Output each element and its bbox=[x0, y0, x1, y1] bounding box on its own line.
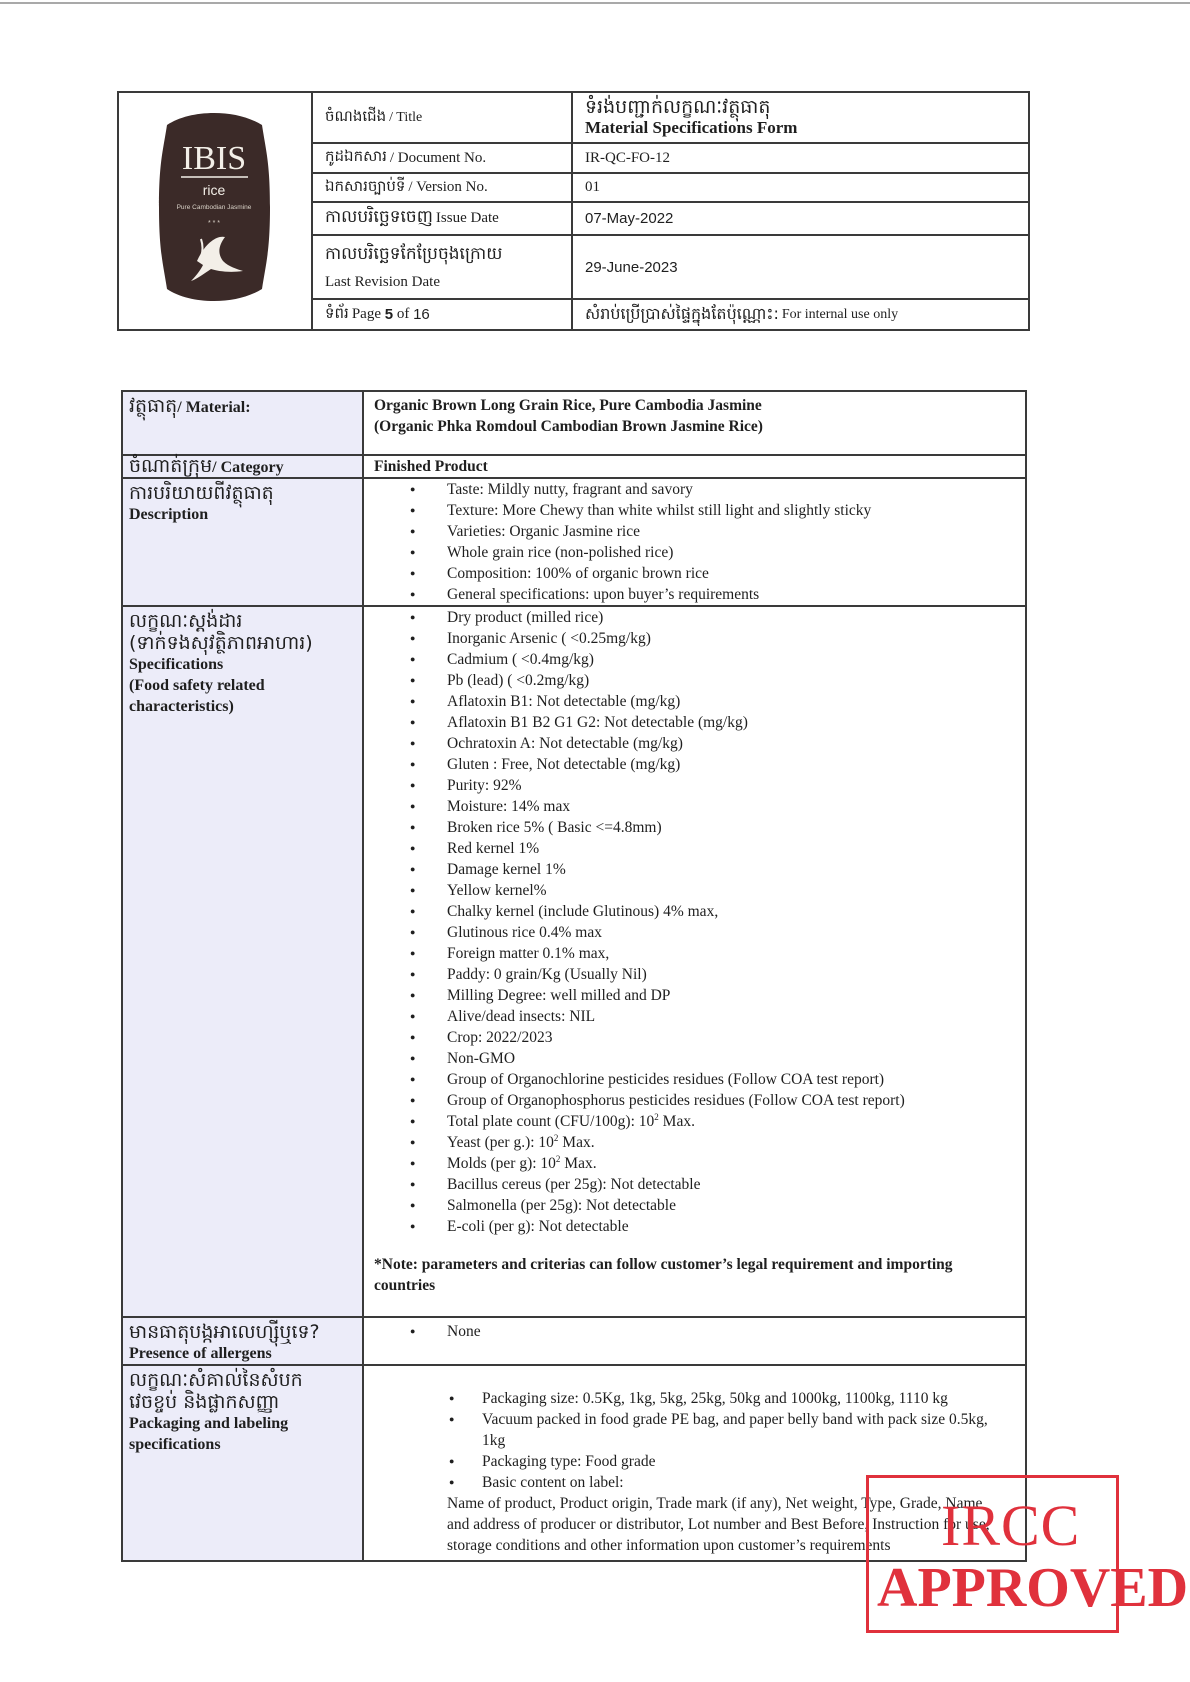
last-revision-value: 29-June-2023 bbox=[585, 258, 678, 276]
description-list bbox=[374, 479, 1015, 605]
category-value: Finished Product bbox=[374, 458, 488, 475]
spec-item: ● Group of Organophosphorus pesticides residues (Follow COA test report) bbox=[374, 1090, 1015, 1111]
spec-item: ● Cadmium ( <0.4mg/kg) bbox=[374, 649, 1015, 670]
material-label-en: / Material: bbox=[177, 399, 251, 416]
description-label-kh: ការបរិយាយពីវត្ថុធាតុ bbox=[129, 482, 274, 504]
issue-date-label-kh: កាលបរិច្ឆេទចេញ bbox=[325, 207, 433, 227]
spec-item: ● Red kernel 1% bbox=[374, 838, 1015, 859]
material-name-line-1: Organic Brown Long Grain Rice, Pure Cambodia Jasmine bbox=[374, 397, 762, 414]
spec-item-micro: ● Yeast (per g.): $10^2$ Max. bbox=[374, 1132, 1015, 1153]
form-title-kh: ទំរង់បញ្ជាក់លក្ខណៈវត្ថុធាតុ bbox=[585, 96, 771, 118]
material-label-kh: វត្ថុធាតុ bbox=[129, 395, 178, 417]
packaging-item: ● Vacuum packed in food grade PE bag, and paper belly band with pack size 0.5kg, 1kg bbox=[374, 1409, 995, 1451]
version-no-label-en: / Version No. bbox=[408, 179, 488, 195]
description-item: ● Texture: More Chewy than white whilst still light and slightly sticky bbox=[374, 500, 1015, 521]
category-label-en: / Category bbox=[212, 459, 284, 476]
title-label-en: / Title bbox=[389, 109, 423, 125]
spec-item: ● Salmonella (per 25g): Not detectable bbox=[374, 1195, 1015, 1216]
packaging-label-en-2: specifications bbox=[129, 1436, 221, 1453]
category-label-kh: ចំណាត់ក្រុម bbox=[129, 455, 213, 477]
logo-cell bbox=[119, 93, 313, 329]
logo-tagline: Pure Cambodian Jasmine bbox=[176, 204, 252, 211]
page-label-en: Page bbox=[351, 306, 381, 322]
spec-item: ● Yellow kernel% bbox=[374, 880, 1015, 901]
spec-item: ● Damage kernel 1% bbox=[374, 859, 1015, 880]
spec-item: ● Chalky kernel (include Glutinous) 4% max, bbox=[374, 901, 1015, 922]
page-label-kh: ទំព័រ bbox=[325, 303, 349, 322]
spec-label-kh-1: លក្ខណៈស្តង់ដារ bbox=[129, 610, 243, 632]
page-of: of bbox=[396, 306, 410, 322]
spec-item: ● Pb (lead) ( <0.2mg/kg) bbox=[374, 670, 1015, 691]
spec-item: ● Inorganic Arsenic ( <0.25mg/kg) bbox=[374, 628, 1015, 649]
spec-label-kh-2: (ទាក់ទងសុវត្ថិភាពអាហារ) bbox=[129, 632, 313, 654]
row-specifications bbox=[123, 607, 1025, 1318]
material-name-line-2: (Organic Phka Romdoul Cambodian Brown Jasmine Rice) bbox=[374, 418, 763, 435]
header-row-title bbox=[313, 93, 1028, 144]
spec-item: ● Ochratoxin A: Not detectable (mg/kg) bbox=[374, 733, 1015, 754]
stamp-line-1: IRCC bbox=[941, 1493, 1081, 1558]
spec-item: ● Non-GMO bbox=[374, 1048, 1015, 1069]
description-item: ● Whole grain rice (non-polished rice) bbox=[374, 542, 1015, 563]
title-label-kh: ចំណងជើង bbox=[325, 106, 387, 125]
logo-brand: IBIS bbox=[181, 140, 247, 177]
spec-item: ● Milling Degree: well milled and DP bbox=[374, 985, 1015, 1006]
spec-item: ● E-coli (per g): Not detectable bbox=[374, 1216, 1015, 1237]
spec-item: ● Crop: 2022/2023 bbox=[374, 1027, 1015, 1048]
row-allergens bbox=[123, 1318, 1025, 1366]
issue-date-label-en: Issue Date bbox=[435, 210, 499, 226]
description-label-en: Description bbox=[129, 506, 209, 523]
allergens-list bbox=[374, 1321, 1015, 1342]
row-category bbox=[123, 456, 1025, 479]
document-header-table bbox=[117, 91, 1030, 331]
header-row-issue-date bbox=[313, 203, 1028, 236]
spec-item-micro: ● Total plate count (CFU/100g): $10^2$ Max. bbox=[374, 1111, 1015, 1132]
header-row-page bbox=[313, 300, 1028, 329]
version-no-label-kh: ឯកសារច្បាប់ទី bbox=[325, 176, 406, 195]
packaging-item: ● Packaging size: 0.5Kg, 1kg, 5kg, 25kg, 50kg and 1000kg, 1100kg, 1110 kg bbox=[374, 1388, 995, 1409]
allergens-label-en: Presence of allergens bbox=[129, 1345, 272, 1362]
scan-edge-line bbox=[0, 2, 1190, 4]
packaging-label-kh-2: វេចខ្ចប់ និងផ្លាកសញ្ញា bbox=[129, 1391, 280, 1413]
spec-item: ● Purity: 92% bbox=[374, 775, 1015, 796]
allergens-label-kh: មានធាតុបង្កអាលេហ្ស៊ីឬទេ? bbox=[129, 1321, 320, 1343]
page-current: 5 bbox=[384, 306, 394, 323]
label-content-text: Name of product, Product origin, Trade mark (if any), Net weight, Type, Grade, Name and address of producer or distributor, Lot number and Best Before, Instruction for use, storage conditions and other information upon customer’s requirements bbox=[447, 1495, 990, 1554]
internal-use-en: For internal use only bbox=[781, 306, 899, 322]
internal-use-kh: សំរាប់ប្រើប្រាស់ផ្ទៃក្នុងតែប៉ុណ្ណោះ: bbox=[585, 303, 779, 323]
page-total: 16 bbox=[413, 306, 430, 323]
document-no-label-kh: កូដឯកសារ bbox=[325, 147, 387, 165]
packaging-label-kh-1: លក្ខណៈសំគាល់នៃសំបក bbox=[129, 1369, 303, 1391]
spec-item: ● Glutinous rice 0.4% max bbox=[374, 922, 1015, 943]
material-spec-table bbox=[121, 390, 1027, 1562]
ircc-approved-stamp bbox=[866, 1475, 1189, 1633]
logo-sub: rice bbox=[202, 182, 226, 198]
spec-item: ● Bacillus cereus (per 25g): Not detectable bbox=[374, 1174, 1015, 1195]
header-row-version-no bbox=[313, 174, 1028, 203]
header-row-document-no bbox=[313, 144, 1028, 174]
document-no-label-en: / Document No. bbox=[389, 149, 487, 166]
last-revision-label-kh: កាលបរិច្ឆេទកែប្រែចុងក្រោយ bbox=[325, 244, 503, 264]
spec-item-micro: ● Molds (per g): $10^2$ Max. bbox=[374, 1153, 1015, 1174]
spec-item: ● Moisture: 14% max bbox=[374, 796, 1015, 817]
header-fields bbox=[313, 93, 1028, 329]
spec-note: *Note: parameters and criterias can follow customer’s legal requirement and importing countries bbox=[374, 1256, 953, 1294]
packaging-label-en-1: Packaging and labeling bbox=[129, 1415, 289, 1432]
issue-date-value: 07-May-2022 bbox=[585, 210, 674, 227]
row-description bbox=[123, 479, 1025, 607]
form-title-en: Material Specifications Form bbox=[585, 118, 798, 137]
description-item: ● Composition: 100% of organic brown rice bbox=[374, 563, 1015, 584]
spec-item: ● Foreign matter 0.1% max, bbox=[374, 943, 1015, 964]
description-item: ● General specifications: upon buyer’s requirements bbox=[374, 584, 1015, 605]
spec-item: ● Aflatoxin B1: Not detectable (mg/kg) bbox=[374, 691, 1015, 712]
description-item: ● Taste: Mildly nutty, fragrant and savory bbox=[374, 479, 1015, 500]
header-row-last-revision bbox=[313, 236, 1028, 300]
stamp-line-2: APPROVED bbox=[877, 1557, 1189, 1619]
specifications-list bbox=[374, 607, 1015, 1237]
spec-item: ● Paddy: 0 grain/Kg (Usually Nil) bbox=[374, 964, 1015, 985]
version-no-value: 01 bbox=[585, 179, 600, 195]
spec-item: ● Group of Organochlorine pesticides residues (Follow COA test report) bbox=[374, 1069, 1015, 1090]
document-no-value: IR-QC-FO-12 bbox=[585, 149, 670, 166]
packaging-item: ● Basic content on label: bbox=[374, 1472, 995, 1493]
spec-item: ● Broken rice 5% ( Basic <=4.8mm) bbox=[374, 817, 1015, 838]
last-revision-label-en: Last Revision Date bbox=[325, 274, 440, 290]
spec-item: ● Dry product (milled rice) bbox=[374, 607, 1015, 628]
row-material bbox=[123, 392, 1025, 456]
spec-label-en-2: (Food safety related characteristics) bbox=[129, 677, 265, 715]
spec-item: ● Aflatoxin B1 B2 G1 G2: Not detectable (mg/kg) bbox=[374, 712, 1015, 733]
spec-item: ● Alive/dead insects: NIL bbox=[374, 1006, 1015, 1027]
packaging-item: ● Packaging type: Food grade bbox=[374, 1451, 995, 1472]
spec-label-en-1: Specifications bbox=[129, 656, 224, 673]
allergen-item: ● None bbox=[374, 1321, 1015, 1342]
logo-stars: * * * bbox=[207, 220, 221, 227]
description-item: ● Varieties: Organic Jasmine rice bbox=[374, 521, 1015, 542]
spec-item: ● Gluten : Free, Not detectable (mg/kg) bbox=[374, 754, 1015, 775]
ibis-rice-logo bbox=[157, 111, 272, 303]
